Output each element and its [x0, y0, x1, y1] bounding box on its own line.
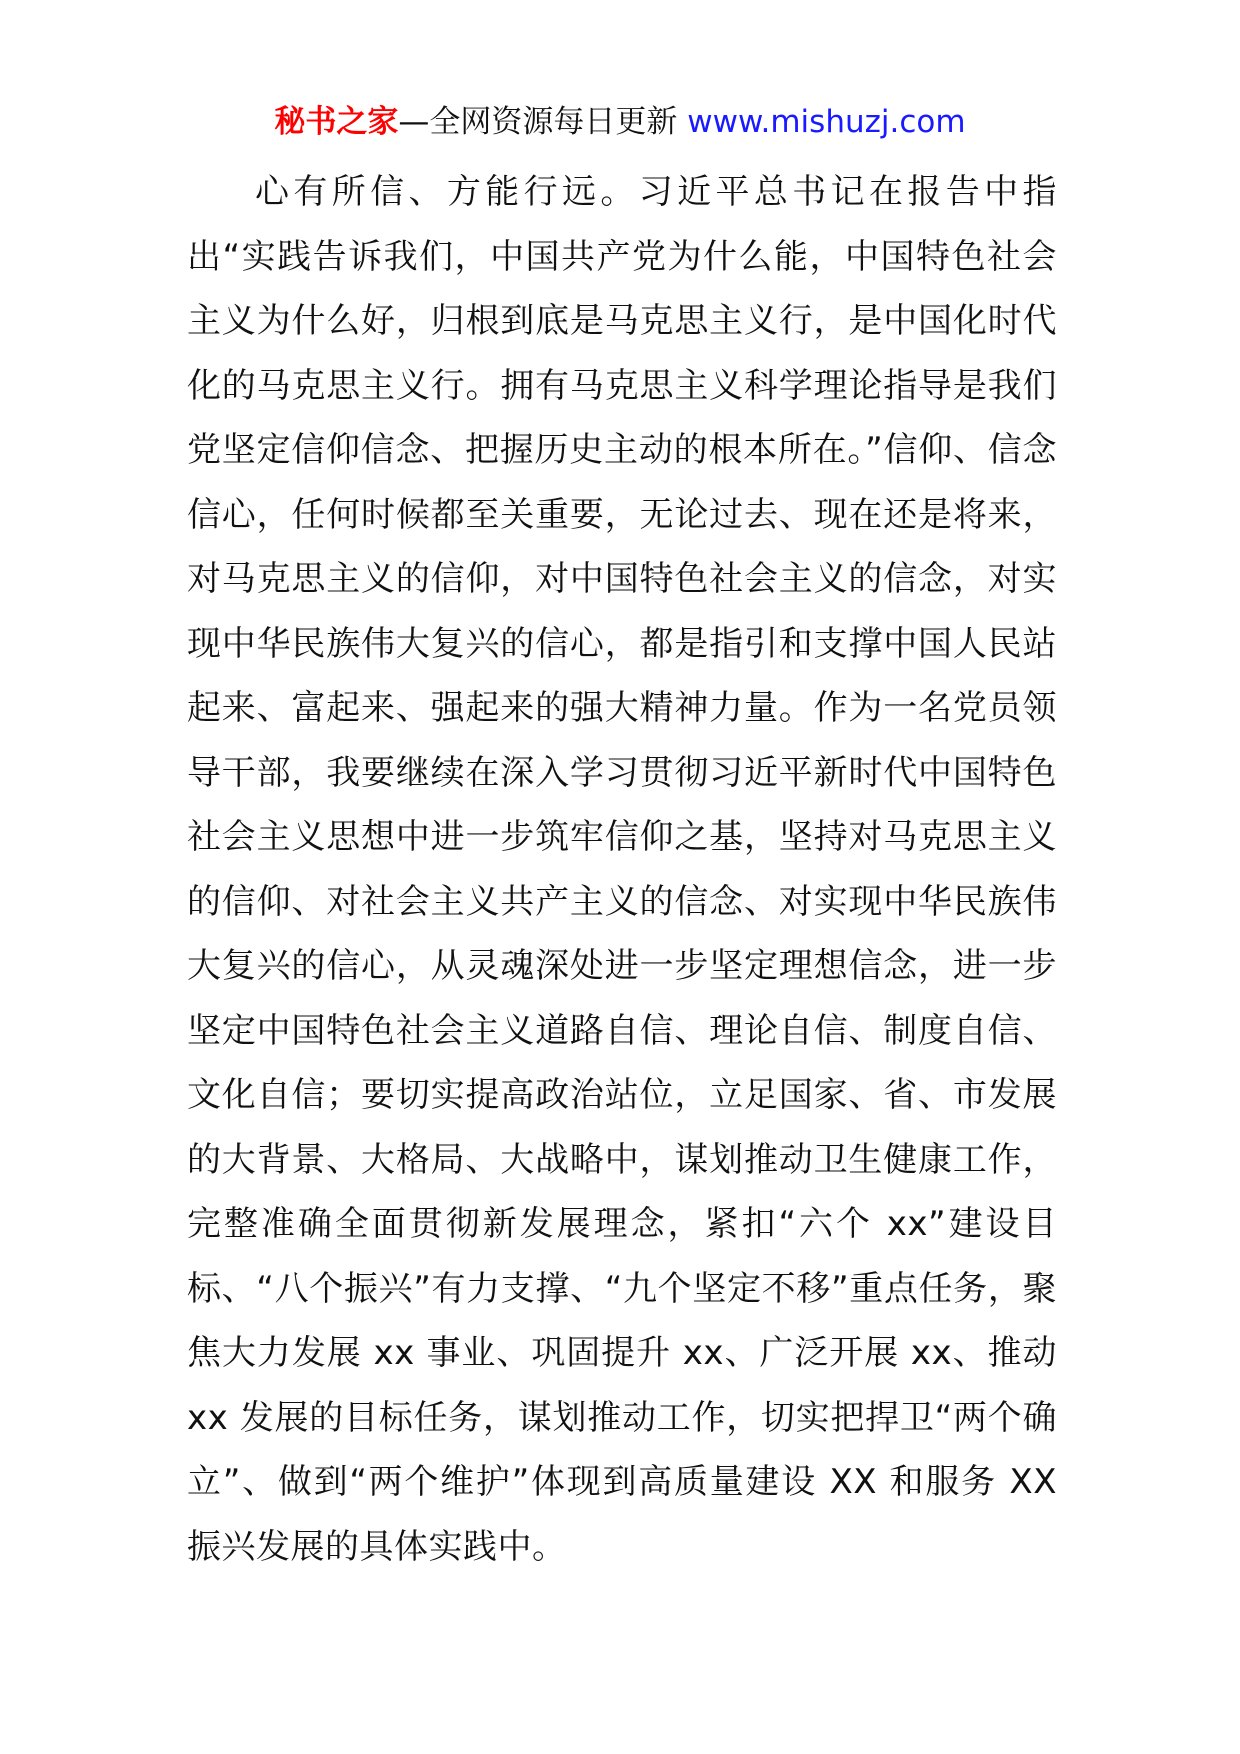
- body-paragraph: 心有所信、方能行远。习近平总书记在报告中指出“实践告诉我们，中国共产党为什么能，中国特色社会主义为什么好，归根到底是马克思主义行，是中国化时代化的马克思主义行。拥有马克思主义科学理论指导是我们党坚定信仰信念、把握历史主动的根本所在。”信仰、信念信心，任何时候都至关重要，无论过去、现在还是将来，对马克思主义的信仰，对中国特色社会主义的信念，对实现中华民族伟大复兴的信心，都是指引和支撑中国人民站起来、富起来、强起来的强大精神力量。作为一名党员领导干部，我要继续在深入学习贯彻习近平新时代中国特色社会主义思想中进一步筑牢信仰之基，坚持对马克思主义的信仰、对社会主义共产主义的信念、对实现中华民族伟大复兴的信心，从灵魂深处进一步坚定理想信念，进一步坚定中国特色社会主义道路自信、理论自信、制度自信、文化自信；要切实提高政治站位，立足国家、省、市发展的大背景、大格局、大战略中，谋划推动卫生健康工作，完整准确全面贯彻新发展理念，紧扣“六个 xx”建设目标、“八个振兴”有力支撑、“九个坚定不移”重点任务，聚焦大力发展 xx 事业、巩固提升 xx、广泛开展 xx、推动 xx 发展的目标任务，谋划推动工作，切实把捍卫“两个确立”、做到“两个维护”体现到高质量建设 XX 和服务 XX 振兴发展的具体实践中。: [187, 172, 1057, 1567]
- site-slogan: —全网资源每日更新: [398, 104, 678, 140]
- site-brand: 秘书之家: [274, 104, 399, 140]
- site-header: [0, 100, 1240, 144]
- site-url-link[interactable]: www.mishuzj.com: [687, 104, 966, 140]
